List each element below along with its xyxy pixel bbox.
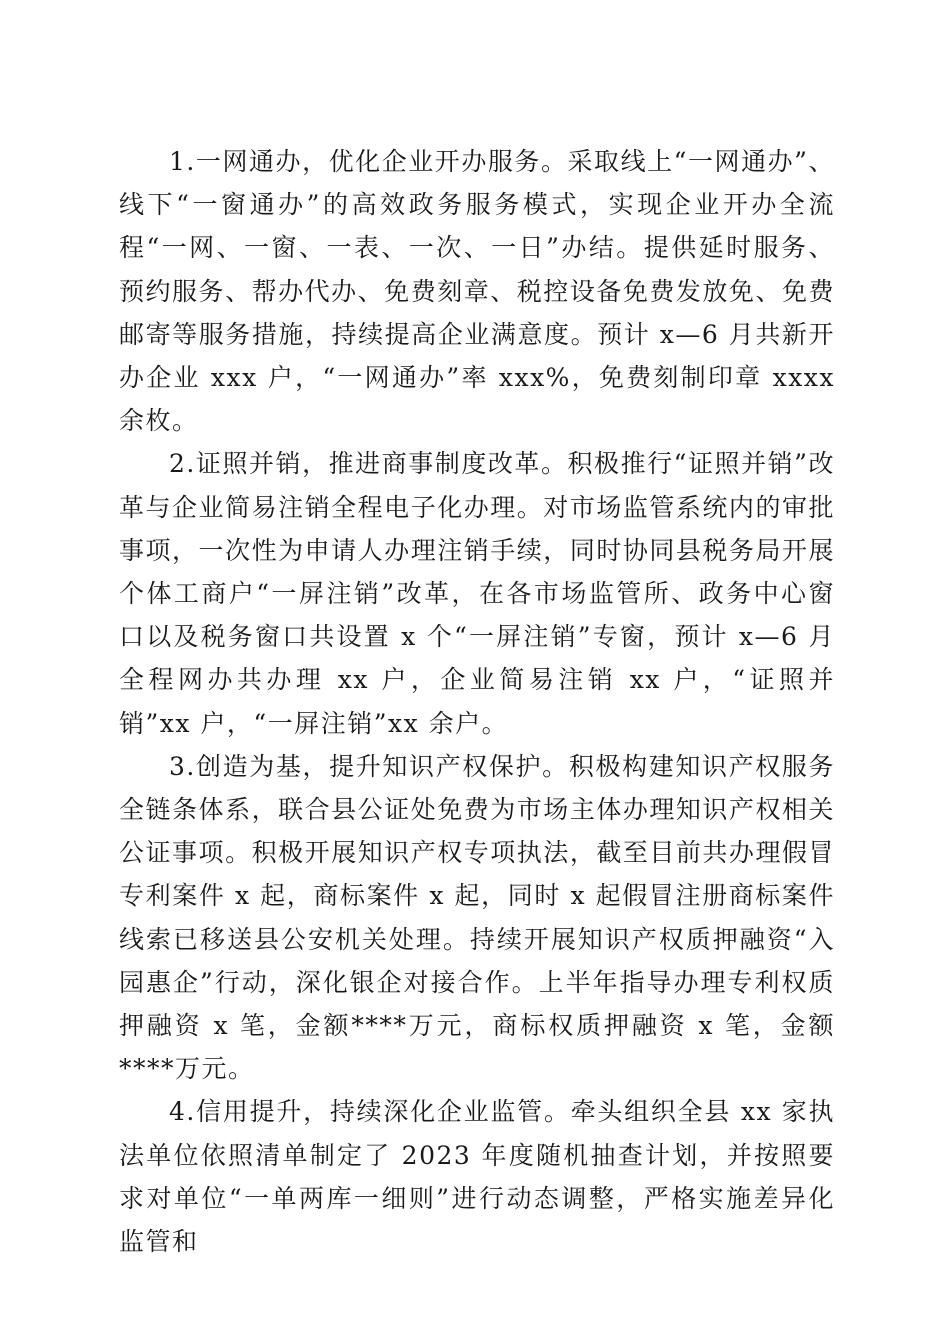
document-body — [119, 140, 835, 1263]
paragraph-1: 1.一网通办，优化企业开办服务。采取线上“一网通办”、线下“一窗通办”的高效政务服务模式，实现企业开办全流程“一网、一窗、一表、一次、一日”办结。提供延时服务、预约服务、帮办代办、免费刻章、税控设备免费发放免、免费邮寄等服务措施，持续提高企业满意度。预计 x—6 月共新开办企业 xxx 户，“一网通办”率 xxx%，免费刻制印章 xxxx 余枚。 — [119, 147, 835, 436]
paragraph-4: 4.信用提升，持续深化企业监管。牵头组织全县 xx 家执法单位依照清单制定了 2023 年度随机抽查计划，并按照要求对单位“一单两库一细则”进行动态调整，严格实施差异化监管和 — [119, 1097, 835, 1257]
paragraph-2: 2.证照并销，推进商事制度改革。积极推行“证照并销”改革与企业简易注销全程电子化办理。对市场监管系统内的审批事项，一次性为申请人办理注销手续，同时协同县税务局开展个体工商户“一屏注销”改革，在各市场监管所、政务中心窗口以及税务窗口共设置 x 个“一屏注销”专窗，预计 x—6 月全程网办共办理 xx 户，企业简易注销 xx 户，“证照并销”xx 户，“一屏注销”xx 余户。 — [119, 449, 835, 738]
paragraph-3: 3.创造为基，提升知识产权保护。积极构建知识产权服务全链条体系，联合县公证处免费为市场主体办理知识产权相关公证事项。积极开展知识产权专项执法，截至目前共办理假冒专利案件 x 起，商标案件 x 起，同时 x 起假冒注册商标案件线索已移送县公安机关处理。持续开展知识产权质押融资“入园惠企”行动，深化银企对接合作。上半年指导办理专利权质押融资 x 笔，金额****万元，商标权质押融资 x 笔，金额****万元。 — [119, 751, 835, 1084]
